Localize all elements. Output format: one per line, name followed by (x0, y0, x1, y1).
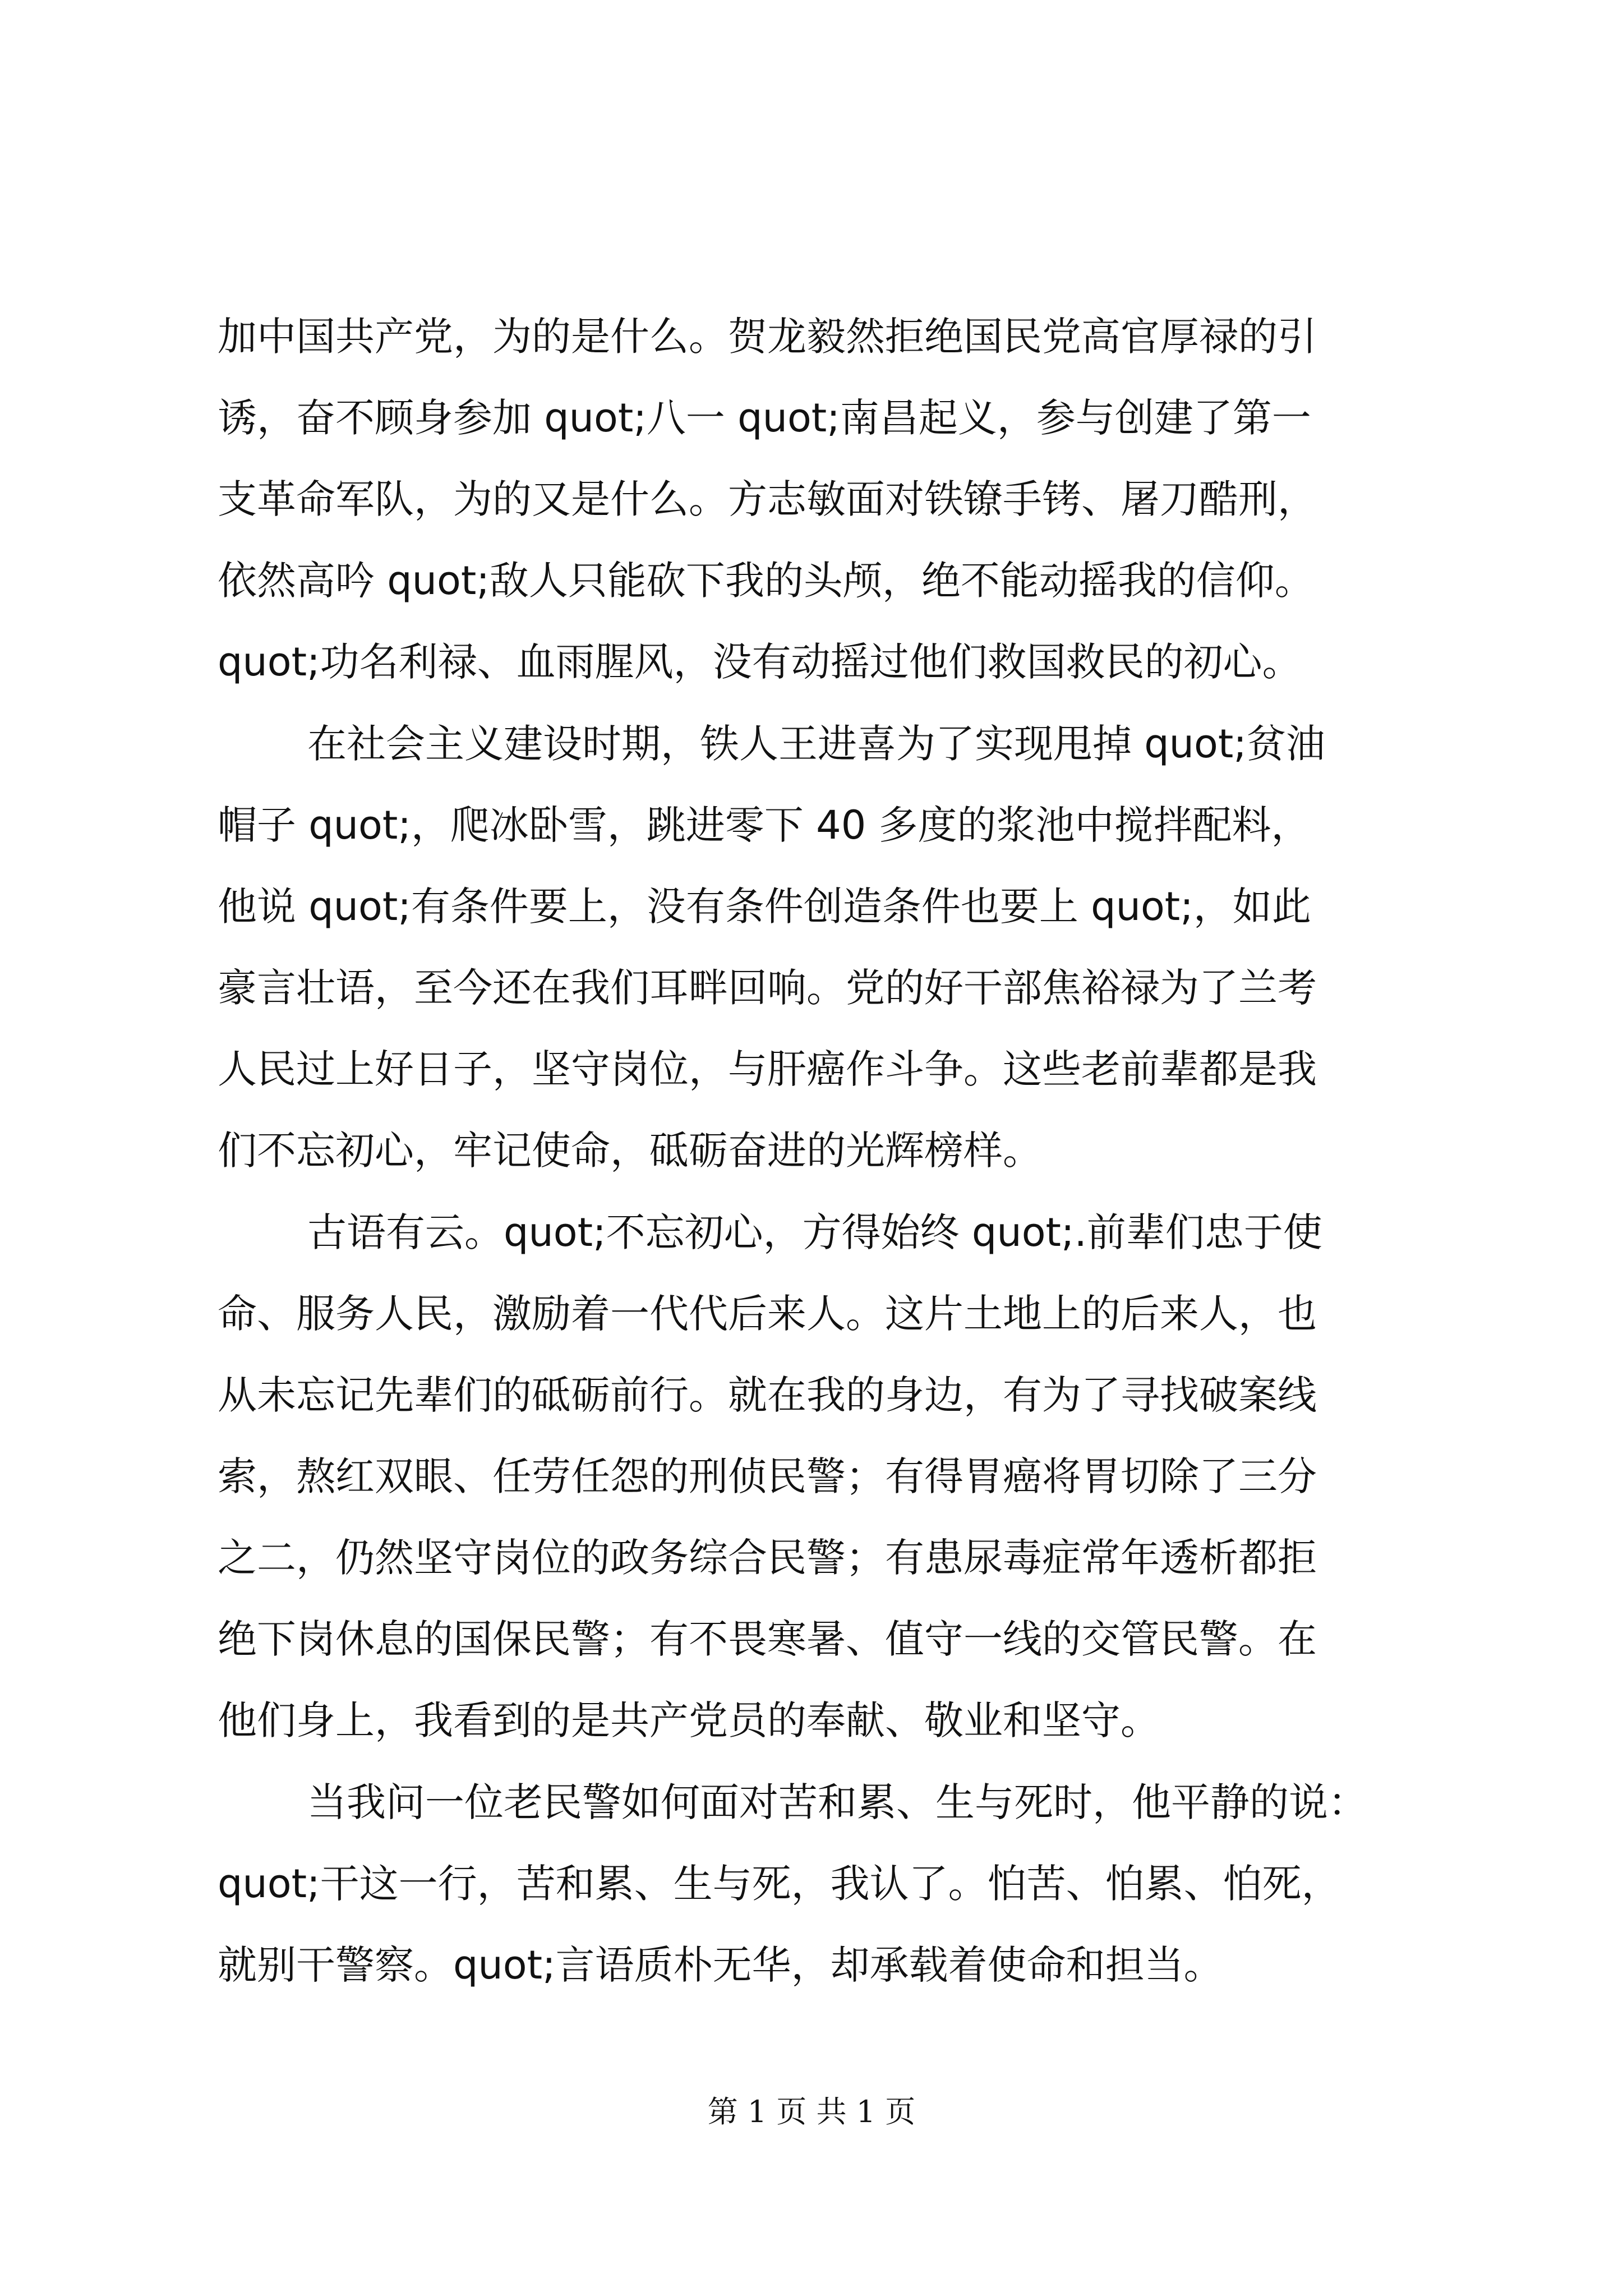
text-line: 绝下岗休息的国保民警；有不畏寒暑、值守一线的交管民警。在 (218, 1616, 1317, 1662)
text-line: 们不忘初心，牢记使命，砥砺奋进的光辉榜样。 (218, 1128, 1042, 1174)
text-line: 豪言壮语，至今还在我们耳畔回响。党的好干部焦裕禄为了兰考 (218, 965, 1317, 1011)
text-line: 加中国共产党，为的是什么。贺龙毅然拒绝国民党高官厚禄的引 (218, 314, 1317, 360)
text-line: 就别干警察。quot;言语质朴无华，却承载着使命和担当。 (218, 1942, 1223, 1988)
text-line: 帽子 quot;，爬冰卧雪，跳进零下 40 多度的浆池中搅拌配料， (218, 802, 1311, 848)
text-line: quot;功名利禄、血雨腥风，没有动摇过他们救国救民的初心。 (218, 639, 1302, 685)
text-line: 从未忘记先辈们的砥砺前行。就在我的身边，有为了寻找破案线 (218, 1372, 1317, 1418)
paragraph-start-line: 当我问一位老民警如何面对苦和累、生与死时，他平静的说： (307, 1779, 1367, 1825)
text-line: 命、服务人民，激励着一代代后来人。这片土地上的后来人，也 (218, 1291, 1317, 1337)
text-line: quot;干这一行，苦和累、生与死，我认了。怕苦、怕累、怕死， (218, 1861, 1341, 1907)
text-line: 人民过上好日子，坚守岗位，与肝癌作斗争。这些老前辈都是我 (218, 1046, 1317, 1092)
page-footer: 第 1 页 共 1 页 (707, 2094, 916, 2129)
text-line: 他说 quot;有条件要上，没有条件创造条件也要上 quot;，如此 (218, 884, 1311, 930)
text-line: 支革命军队，为的又是什么。方志敏面对铁镣手铐、屠刀酷刑， (218, 476, 1317, 522)
text-line: 依然高吟 quot;敌人只能砍下我的头颅，绝不能动摇我的信仰。 (218, 558, 1314, 604)
text-line: 诱，奋不顾身参加 quot;八一 quot;南昌起义，参与创建了第一 (218, 395, 1311, 441)
text-line: 索，熬红双眼、任劳任怨的刑侦民警；有得胃癌将胃切除了三分 (218, 1453, 1317, 1499)
paragraph-start-line: 古语有云。quot;不忘初心，方得始终 quot;.前辈们忠于使 (307, 1209, 1322, 1255)
text-line: 之二，仍然坚守岗位的政务综合民警；有患尿毒症常年透析都拒 (218, 1535, 1317, 1581)
text-line: 他们身上，我看到的是共产党员的奉献、敬业和坚守。 (218, 1697, 1160, 1743)
paragraph-start-line: 在社会主义建设时期，铁人王进喜为了实现甩掉 quot;贫油 (307, 721, 1325, 767)
